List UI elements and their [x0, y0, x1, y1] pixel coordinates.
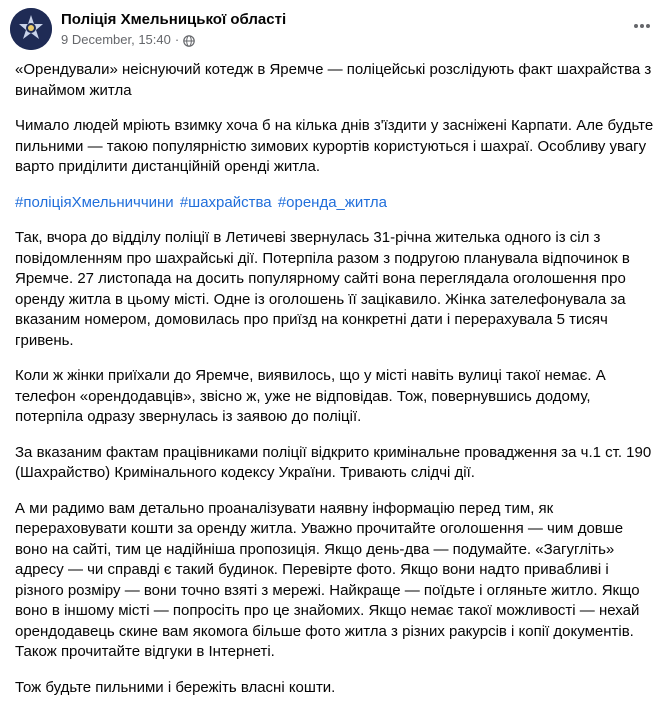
post-paragraph-intro: Чимало людей мріють взимку хоча б на кілька днів з'їздити у засніжені Карпати. Але будьте пильними — такою популярністю зимових курортів користуються і шахраї. Особливу увагу варто приділити дистанційній оренді житла.	[15, 117, 654, 175]
post-paragraph-arrival: Коли ж жінки приїхали до Яремче, виявилось, що у місті навіть вулиці такої немає. А телефон «орендодавців», звісно ж, уже не відповідав. Тож, повернувшись додому, потерпіла одразу звернулась із заявою до поліції.	[15, 367, 606, 425]
meta-separator: ·	[174, 32, 180, 47]
more-options-icon[interactable]	[630, 14, 654, 38]
post-header	[10, 8, 660, 52]
hashtag-link[interactable]: #оренда_житла	[277, 193, 387, 211]
avatar[interactable]	[10, 8, 52, 50]
post-paragraph-investigation: За вказаним фактам працівниками поліції відкрито кримінальне провадження за ч.1 ст. 190 (Шахрайство) Кримінального кодексу України. Тривають слідчі дії.	[15, 443, 652, 481]
post-headline: «Орендували» неіснуючий котедж в Яремче — поліцейські розслідують факт шахрайства з винаймом житла	[15, 61, 652, 99]
police-emblem-icon	[10, 8, 52, 50]
hashtag-list	[15, 193, 655, 214]
post-paragraph-incident: Так, вчора до відділу поліції в Летичеві звернулась 31-річна жителька одного із сіл з повідомленням про шахрайські дії. Потерпіла разом з подругою планувала відпочинок в Яремче. 27 листопада на досить популярному сайті вона переглядала оголошення про оренду житла в цьому місті. Одне із оголошень її зацікавило. Жінка зателефонувала за вказаним номером, домовилась про приїзд на конкретні дати і перерахувала 5 тисяч гривень.	[15, 229, 630, 349]
post-timestamp[interactable]: 9 December, 15:40	[61, 32, 171, 47]
post-meta	[61, 32, 195, 48]
hashtag-link[interactable]: #поліціяХмельниччини	[15, 193, 174, 211]
post-paragraph-advice: А ми радимо вам детально проаналізувати наявну інформацію перед тим, як перераховувати кошти за оренду житла. Уважно прочитайте оголошення — чим довше воно на сайті, тим це надійніша пропозиція. Якщо день-два — подумайте. «Загугліть» адресу — чи справді є такий будинок. Перевірте фото. Якщо вони надто привабливі і різного розміру — вони точно взяті з мережі. Найкраще — поїдьте і огляньте житло. Якщо воно в іншому місті — попросіть про це знайомих. Якщо немає такої можливості — нехай орендодавець скине вам якомога більше фото житла з різних ракурсів і копії документів. Також прочитайте відгуки в Інтернеті.	[15, 499, 640, 660]
globe-icon[interactable]	[183, 35, 195, 47]
post-paragraph-closing: Тож будьте пильними і бережіть власні кошти.	[15, 678, 336, 696]
page-author-link[interactable]: Поліція Хмельницької області	[61, 11, 287, 28]
post-body	[15, 60, 655, 713]
hashtag-link[interactable]: #шахрайства	[179, 193, 272, 211]
